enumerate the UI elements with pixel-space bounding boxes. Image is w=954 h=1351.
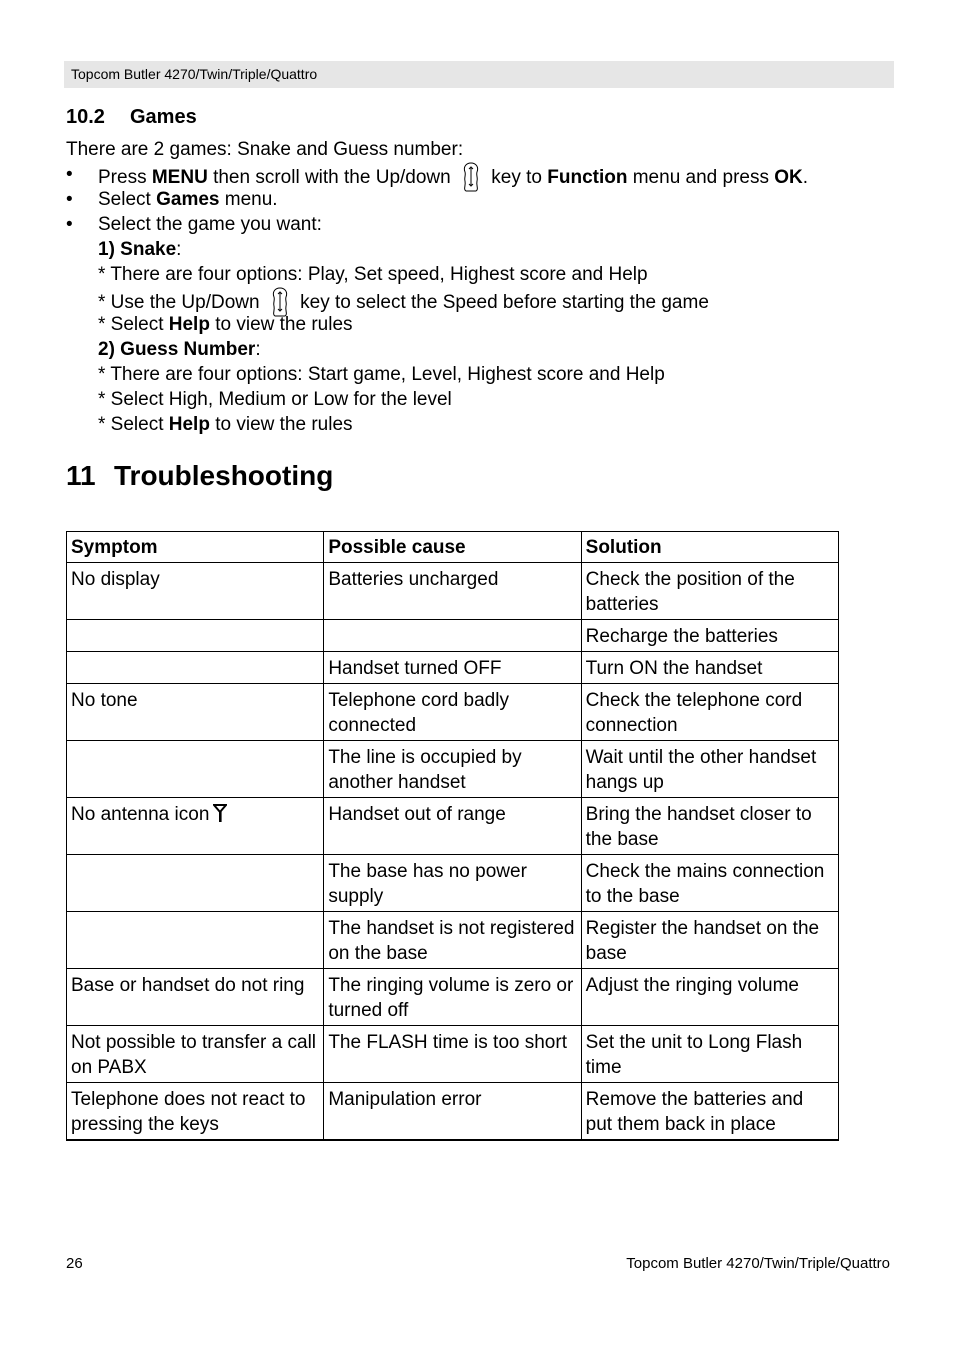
cause-cell: [324, 620, 581, 652]
symptom-cell: [67, 855, 324, 912]
snake-option: * Use the Up/Down key to select the Speed before starting the game: [66, 287, 886, 312]
cause-cell: The ringing volume is zero or turned off: [324, 969, 581, 1026]
cause-cell: The FLASH time is too short: [324, 1026, 581, 1083]
bullet: •: [66, 189, 73, 210]
table-row: [67, 798, 839, 855]
column-header-cause: Possible cause: [324, 532, 581, 563]
solution-cell: Turn ON the handset: [581, 652, 838, 684]
intro-paragraph: There are 2 games: Snake and Guess number:: [66, 139, 464, 160]
bullet: •: [66, 164, 73, 185]
symptom-cell: Not possible to transfer a call on PABX: [67, 1026, 324, 1083]
guess-heading: 2) Guess Number:: [98, 339, 261, 360]
cause-cell: Telephone cord badly connected: [324, 684, 581, 741]
cause-cell: The handset is not registered on the base: [324, 912, 581, 969]
bullet: •: [66, 214, 73, 235]
guess-option: * Select Help to view the rules: [98, 414, 353, 435]
column-header-solution: Solution: [581, 532, 838, 563]
section-title: Games: [130, 106, 197, 128]
snake-heading: 1) Snake:: [98, 239, 182, 260]
solution-cell: Check the position of the batteries: [581, 563, 838, 620]
symptom-cell: No display: [67, 563, 324, 620]
snake-option: * Select Help to view the rules: [98, 314, 353, 335]
section-body: [66, 137, 886, 437]
solution-cell: Remove the batteries and put them back in place: [581, 1083, 838, 1141]
list-item: • Select the game you want:: [66, 214, 322, 235]
chapter-title: Troubleshooting: [114, 460, 334, 491]
cause-cell: Manipulation error: [324, 1083, 581, 1141]
table-row: [67, 652, 839, 684]
solution-cell: Check the mains connection to the base: [581, 855, 838, 912]
table-row: [67, 855, 839, 912]
cause-cell: The line is occupied by another handset: [324, 741, 581, 798]
table-row: [67, 620, 839, 652]
solution-cell: Register the handset on the base: [581, 912, 838, 969]
table-row: [67, 912, 839, 969]
antenna-icon: [213, 803, 227, 823]
table-header-row: [67, 532, 839, 563]
symptom-cell: Base or handset do not ring: [67, 969, 324, 1026]
solution-cell: Recharge the batteries: [581, 620, 838, 652]
symptom-cell: Telephone does not react to pressing the keys: [67, 1083, 324, 1141]
cause-cell: Handset turned OFF: [324, 652, 581, 684]
header-title: Topcom Butler 4270/Twin/Triple/Quattro: [71, 66, 318, 82]
table-row: [67, 684, 839, 741]
table-row: [67, 1026, 839, 1083]
symptom-cell: [67, 652, 324, 684]
table-row: [67, 1083, 839, 1141]
snake-option: * There are four options: Play, Set speed, Highest score and Help: [98, 264, 648, 285]
cause-cell: Handset out of range: [324, 798, 581, 855]
symptom-cell: [67, 741, 324, 798]
column-header-symptom: Symptom: [67, 532, 324, 563]
symptom-cell: [67, 912, 324, 969]
cause-cell: The base has no power supply: [324, 855, 581, 912]
solution-cell: Check the telephone cord connection: [581, 684, 838, 741]
chapter-heading: [66, 460, 333, 492]
guess-option: * Select High, Medium or Low for the level: [98, 389, 452, 410]
guess-option: * There are four options: Start game, Level, Highest score and Help: [98, 364, 665, 385]
page-number: 26: [66, 1255, 83, 1272]
list-item: • Press MENU then scroll with the Up/down key to Function menu and press OK.: [66, 162, 886, 187]
chapter-number: 11: [66, 460, 96, 491]
solution-cell: Adjust the ringing volume: [581, 969, 838, 1026]
symptom-cell: [67, 620, 324, 652]
list-item: • Select Games menu.: [66, 189, 278, 210]
symptom-cell: No antenna icon: [67, 798, 324, 855]
solution-cell: Bring the handset closer to the base: [581, 798, 838, 855]
footer-title: Topcom Butler 4270/Twin/Triple/Quattro: [626, 1255, 890, 1272]
solution-cell: Set the unit to Long Flash time: [581, 1026, 838, 1083]
troubleshooting-table: [66, 531, 839, 1141]
table-row: [67, 741, 839, 798]
symptom-cell: No tone: [67, 684, 324, 741]
table-row: [67, 563, 839, 620]
running-header: [64, 61, 894, 88]
section-number: 10.2: [66, 106, 105, 128]
solution-cell: Wait until the other handset hangs up: [581, 741, 838, 798]
cause-cell: Batteries uncharged: [324, 563, 581, 620]
table-row: [67, 969, 839, 1026]
section-heading: [66, 106, 197, 129]
